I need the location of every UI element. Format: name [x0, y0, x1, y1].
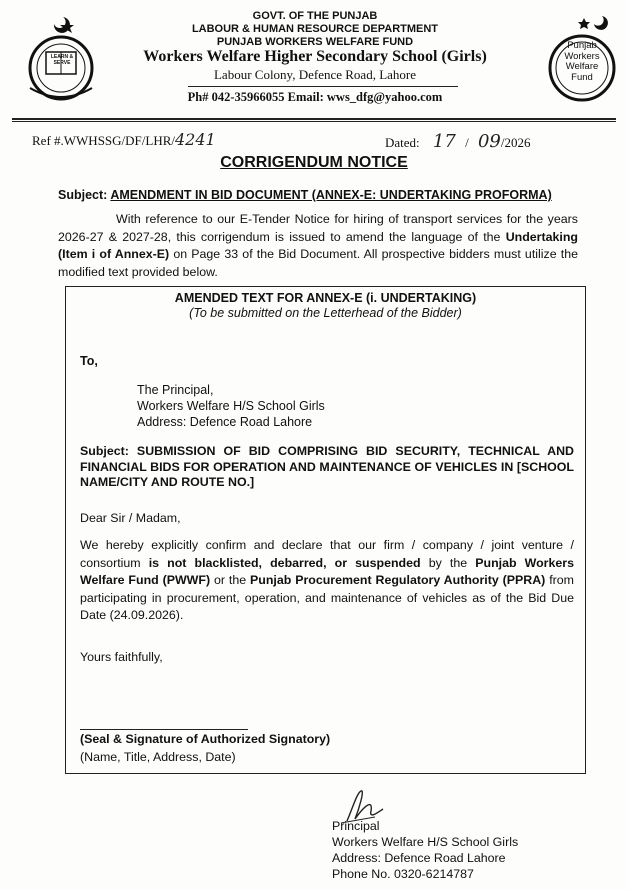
logo-line: Welfare — [565, 61, 599, 72]
decl-text: by the — [420, 555, 476, 570]
school-address: Labour Colony, Defence Road, Lahore — [213, 67, 417, 82]
logo-line: Punjab — [567, 40, 597, 51]
footer-school: Workers Welfare H/S School Girls — [332, 835, 519, 849]
reference — [32, 130, 216, 149]
seal-label: (Seal & Signature of Authorized Signatory) — [80, 732, 331, 746]
footer-block — [332, 818, 518, 882]
pwwf-logo — [546, 8, 618, 108]
intro-paragraph — [58, 211, 578, 281]
intro-text-end: on Page 33 of the Bid Document. All prospective bidders must utilize the modified text provided below. — [58, 247, 578, 279]
intro-text: With reference to our E-Tender Notice for hiring of transport services for the years 2026-27 & 2027-28, this corrigendum is issued to amend the language of the — [58, 212, 578, 244]
addressee-line: Address: Defence Road Lahore — [137, 415, 313, 429]
addressee-line: Workers Welfare H/S School Girls — [137, 399, 325, 413]
school-name: Workers Welfare Higher Secondary School (Girls) — [143, 48, 487, 65]
decl-bold: is not blacklisted, debarred, or suspended — [148, 555, 421, 570]
decl-bold: Punjab Workers Welfare Fund (PWWF) — [80, 555, 575, 587]
footer-phone: Phone No. 0320-6214787 — [332, 867, 474, 881]
box-subtitle: (To be submitted on the Letterhead of the Bidder) — [189, 306, 462, 320]
addressee-line: The Principal, — [137, 383, 214, 397]
addressee — [137, 382, 325, 430]
logo-line: Workers — [564, 50, 600, 62]
decl-bold: Punjab Procurement Regulatory Authority (PPRA) — [250, 573, 546, 587]
seal-subtext: (Name, Title, Address, Date) — [80, 750, 236, 764]
salutation: Dear Sir / Madam, — [80, 511, 181, 525]
box-title: AMENDED TEXT FOR ANNEX-E (i. UNDERTAKING) — [174, 291, 477, 305]
subject-label: Subject: — [58, 188, 108, 202]
declaration-paragraph — [80, 537, 574, 625]
logo-line: Fund — [571, 71, 593, 83]
ref-number: 4241 — [175, 130, 216, 149]
to-line: To, — [80, 354, 98, 368]
fund-line: PUNJAB WORKERS WELFARE FUND — [216, 36, 414, 48]
date-block: Dated: 17 / 09/2026 — [385, 131, 531, 152]
header-divider — [12, 118, 616, 120]
govt-line: GOVT. OF THE PUNJAB — [252, 10, 378, 22]
intro-bold: Undertaking (Item i of Annex-E) — [58, 229, 578, 261]
contact-line: Ph# 042-35966055 Email: wws_dfg@yahoo.com — [187, 90, 443, 104]
subject-line — [58, 188, 618, 202]
decl-text: from participating in procurement, operation, and maintenance of vehicles as of the Bid Due Date (24.09.2026). — [80, 573, 574, 622]
school-logo — [12, 10, 110, 102]
date-year: /2026 — [500, 135, 531, 150]
footer-address: Address: Defence Road Lahore — [332, 851, 506, 865]
decl-text: We hereby explicitly confirm and declare that our firm / company / joint venture / consortium — [80, 538, 574, 570]
department-line: LABOUR & HUMAN RESOURCE DEPARTMENT — [191, 23, 439, 35]
page-title: CORRIGENDUM NOTICE — [220, 154, 408, 171]
dated-label: Dated: — [385, 135, 420, 150]
box-subject: Subject: SUBMISSION OF BID COMPRISING BID SECURITY, TECHNICAL AND FINANCIAL BIDS FOR OPERATION AND MAINTENANCE OF VEHICLES IN [SCHOOL NAME/CITY AND ROUTE NO.] — [80, 444, 574, 489]
logo-motto: LEARN & SERVE — [50, 54, 74, 66]
date-month: 09 — [477, 131, 501, 152]
subject-text: AMENDMENT IN BID DOCUMENT (ANNEX-E: UNDERTAKING PROFORMA) — [110, 188, 552, 202]
closing: Yours faithfully, — [80, 650, 163, 664]
date-day: 17 — [432, 131, 456, 152]
ref-label: Ref #.WWHSSG/DF/LHR/ — [32, 133, 175, 148]
signature-line — [80, 729, 248, 730]
footer-role: Principal — [332, 819, 380, 833]
decl-text: or the — [210, 573, 250, 587]
amended-text-box — [65, 286, 586, 774]
